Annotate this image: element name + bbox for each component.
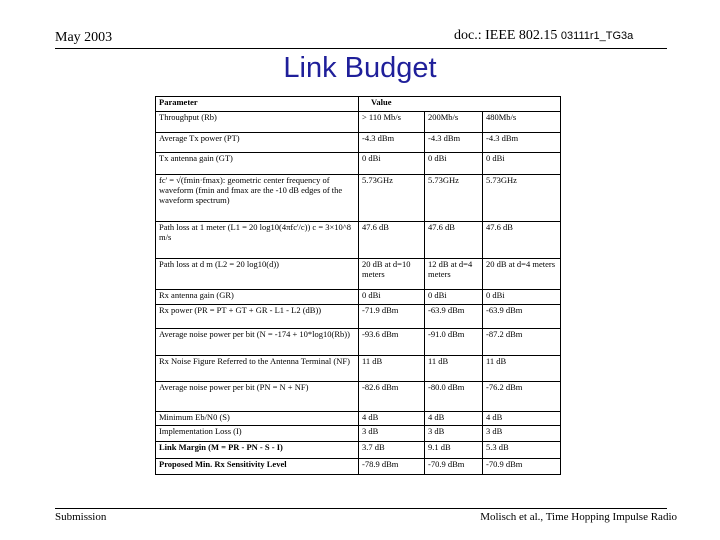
row-label: Average Tx power (PT) (156, 133, 359, 153)
row-value-2: 0 dBi (425, 290, 483, 304)
link-budget-table-container (155, 96, 560, 475)
row-label: Rx Noise Figure Referred to the Antenna Terminal (NF) (156, 355, 359, 382)
row-label: Average noise power per bit (N = -174 + 10*log10(Rb)) (156, 329, 359, 356)
table-row (156, 153, 561, 175)
row-value-3: -70.9 dBm (483, 459, 561, 475)
row-value-3: -63.9 dBm (483, 304, 561, 328)
header-value: Value (359, 97, 561, 112)
row-value-2: -80.0 dBm (425, 382, 483, 412)
table-header-row (156, 97, 561, 112)
row-value-1: -82.6 dBm (359, 382, 425, 412)
header-doc-id (454, 28, 633, 44)
row-label: Path loss at d m (L2 = 20 log10(d)) (156, 259, 359, 290)
table-row (156, 175, 561, 221)
row-value-3: -76.2 dBm (483, 382, 561, 412)
table-row (156, 304, 561, 328)
row-value-2: -4.3 dBm (425, 133, 483, 153)
row-label: Path loss at 1 meter (L1 = 20 log10(4πfc'/c)) c = 3×10^8 m/s (156, 221, 359, 259)
row-value-2: 0 dBi (425, 153, 483, 175)
row-value-3: 20 dB at d=4 meters (483, 259, 561, 290)
row-value-2: 12 dB at d=4 meters (425, 259, 483, 290)
table-row (156, 355, 561, 382)
row-value-2: -91.0 dBm (425, 329, 483, 356)
table-row (156, 411, 561, 425)
row-value-2: 200Mb/s (425, 112, 483, 133)
row-value-3: 5.73GHz (483, 175, 561, 221)
row-value-2: 3 dB (425, 426, 483, 441)
table-row (156, 221, 561, 259)
row-value-2: -70.9 dBm (425, 459, 483, 475)
header-date: May 2003 (55, 30, 113, 45)
row-value-1: 20 dB at d=10 meters (359, 259, 425, 290)
row-value-3: -87.2 dBm (483, 329, 561, 356)
row-value-3: 5.3 dB (483, 441, 561, 459)
row-label: Minimum Eb/N0 (S) (156, 411, 359, 425)
slide-title: Link Budget (283, 52, 437, 84)
table-row (156, 112, 561, 133)
doc-label: doc.: IEEE 802.15 (454, 28, 558, 43)
row-value-3: 11 dB (483, 355, 561, 382)
row-value-2: 4 dB (425, 411, 483, 425)
row-value-1: -93.6 dBm (359, 329, 425, 356)
row-value-2: -63.9 dBm (425, 304, 483, 328)
row-label: Link Margin (M = PR - PN - S - I) (156, 441, 359, 459)
row-label: Rx antenna gain (GR) (156, 290, 359, 304)
row-value-3: 480Mb/s (483, 112, 561, 133)
footer-authors: Molisch et al., Time Hopping Impulse Radio (480, 511, 677, 523)
row-value-3: 4 dB (483, 411, 561, 425)
row-value-1: -4.3 dBm (359, 133, 425, 153)
row-label: Proposed Min. Rx Sensitivity Level (156, 459, 359, 475)
row-label: Tx antenna gain (GT) (156, 153, 359, 175)
row-value-1: 5.73GHz (359, 175, 425, 221)
row-value-3: 3 dB (483, 426, 561, 441)
row-value-3: 0 dBi (483, 153, 561, 175)
table-row (156, 426, 561, 441)
row-label: Average noise power per bit (PN = N + NF) (156, 382, 359, 412)
row-value-3: -4.3 dBm (483, 133, 561, 153)
table-row (156, 290, 561, 304)
row-value-2: 11 dB (425, 355, 483, 382)
link-budget-table (155, 96, 561, 475)
row-value-1: 4 dB (359, 411, 425, 425)
table-row (156, 329, 561, 356)
row-value-1: 11 dB (359, 355, 425, 382)
row-value-3: 0 dBi (483, 290, 561, 304)
table-body (156, 97, 561, 475)
footer-rule (55, 508, 667, 509)
row-value-1: 3 dB (359, 426, 425, 441)
table-row (156, 259, 561, 290)
row-value-1: 0 dBi (359, 153, 425, 175)
header-parameter: Parameter (156, 97, 359, 112)
footer-submission: Submission (55, 511, 107, 523)
row-value-1: > 110 Mb/s (359, 112, 425, 133)
row-value-1: -71.9 dBm (359, 304, 425, 328)
row-value-2: 5.73GHz (425, 175, 483, 221)
table-row (156, 459, 561, 475)
table-row (156, 382, 561, 412)
row-value-1: -78.9 dBm (359, 459, 425, 475)
doc-number: 03111r1_TG3a (560, 30, 634, 42)
row-value-2: 47.6 dB (425, 221, 483, 259)
row-value-1: 0 dBi (359, 290, 425, 304)
row-value-3: 47.6 dB (483, 221, 561, 259)
row-value-1: 47.6 dB (359, 221, 425, 259)
table-row (156, 441, 561, 459)
row-label: Rx power (PR = PT + GT + GR - L1 - L2 (dB)) (156, 304, 359, 328)
row-value-2: 9.1 dB (425, 441, 483, 459)
row-label: fc' = √(fmin·fmax): geometric center frequency of waveform (fmin and fmax are the -10 dB edges of the waveform spectrum) (156, 175, 359, 221)
header-rule (55, 48, 667, 49)
row-label: Throughput (Rb) (156, 112, 359, 133)
table-row (156, 133, 561, 153)
row-value-1: 3.7 dB (359, 441, 425, 459)
row-label: Implementation Loss (I) (156, 426, 359, 441)
